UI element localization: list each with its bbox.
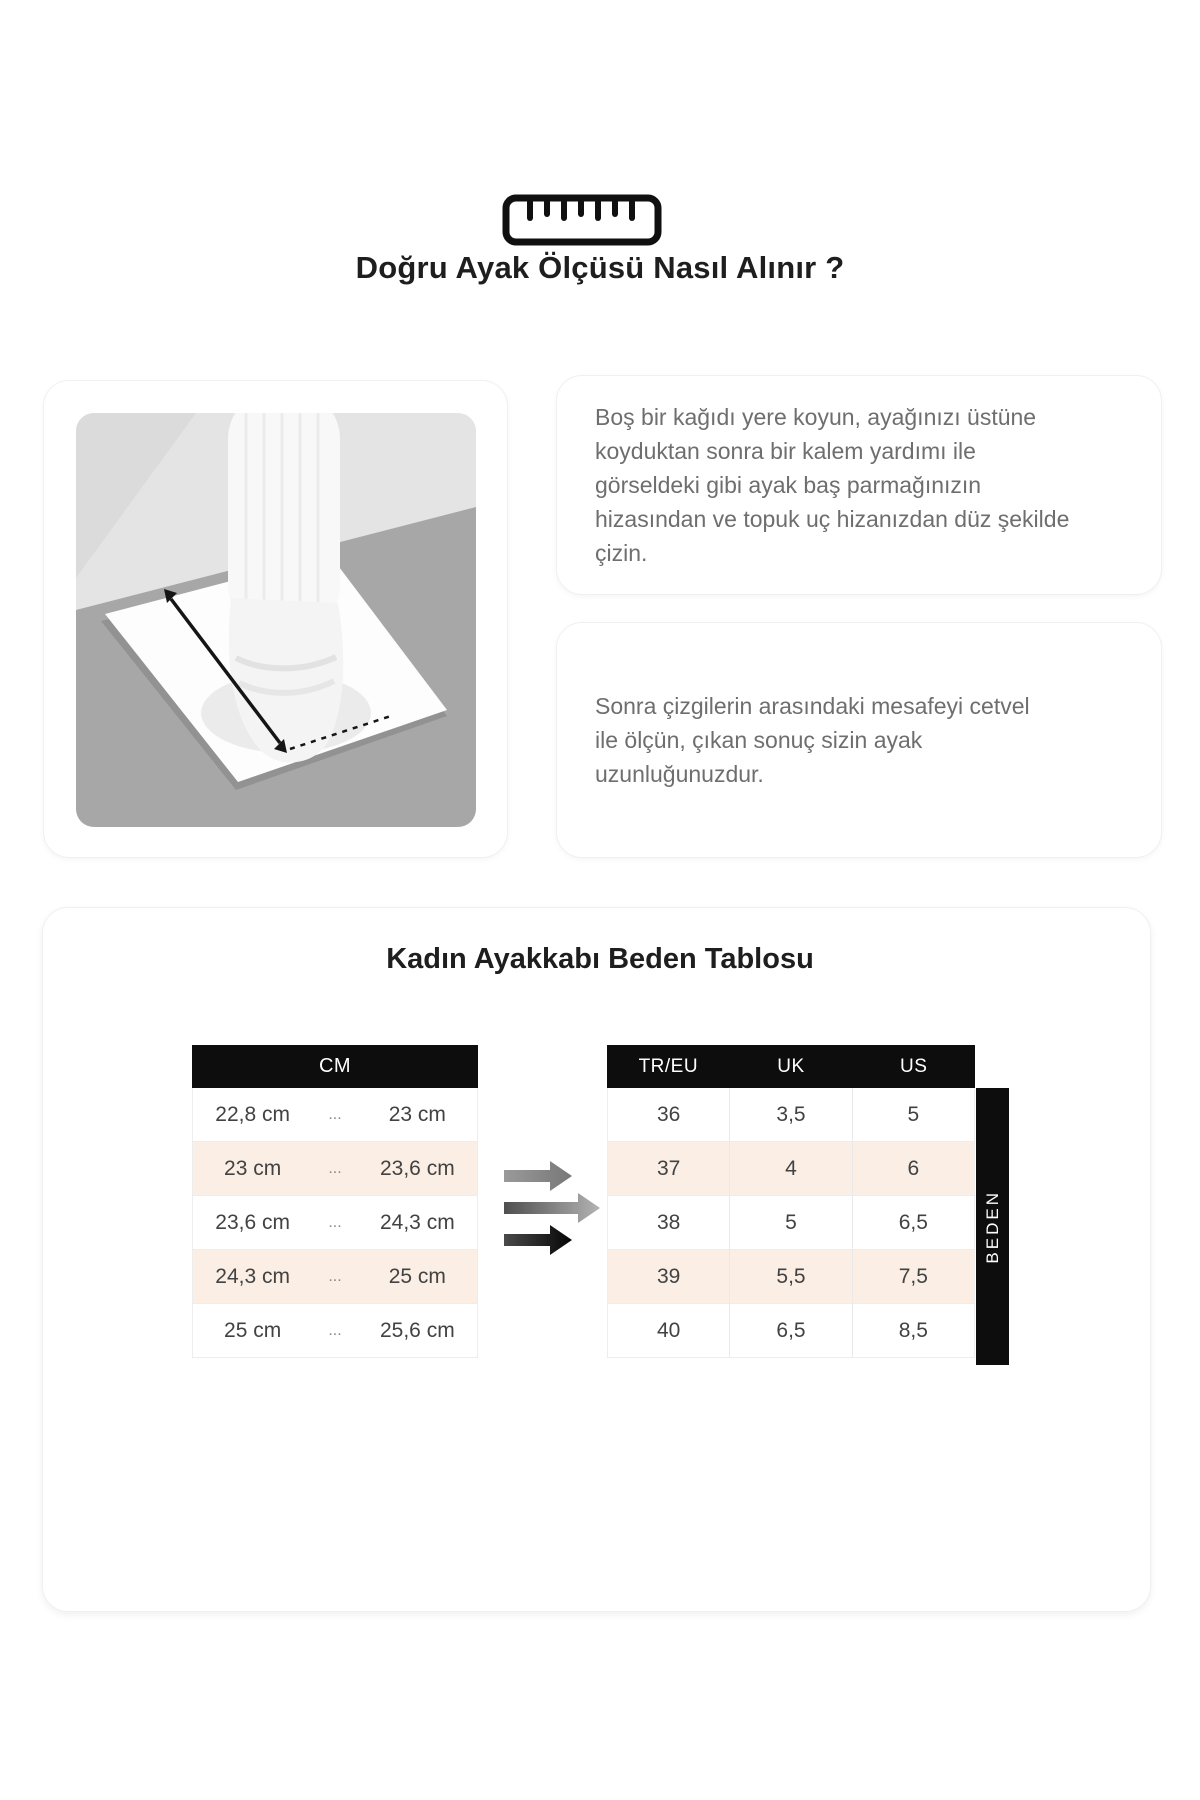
- size-uk: 4: [729, 1142, 851, 1195]
- cm-to: 24,3 cm: [379, 1210, 455, 1234]
- cm-to: 23 cm: [388, 1102, 446, 1126]
- cm-from: 23,6 cm: [215, 1210, 290, 1234]
- cm-separator: ...: [328, 1105, 342, 1123]
- foot-measurement-photo: [76, 413, 476, 827]
- size-tr-eu: 40: [656, 1318, 681, 1342]
- table-row: [193, 1250, 477, 1304]
- cm-table: [192, 1045, 478, 1358]
- beden-label: BEDEN: [982, 1189, 1002, 1264]
- ruler-icon-svg: [502, 194, 662, 246]
- size-uk: 5: [729, 1196, 851, 1249]
- size-us: 6,5: [852, 1196, 974, 1249]
- transfer-arrows-icon: [502, 1158, 604, 1258]
- cm-separator: ...: [328, 1321, 342, 1339]
- size-us: 5: [852, 1088, 974, 1141]
- cm-separator: ...: [328, 1213, 342, 1231]
- instruction-text-1: Boş bir kağıdı yere koyun, ayağınızı üstüne koyduktan sonra bir kalem yardımı ile görseldeki gibi ayak baş parmağınızın hizasından ve topuk uç hizanızdan düz şekilde çizin.: [595, 404, 1070, 566]
- size-us: 8,5: [852, 1304, 974, 1357]
- cm-from: 24,3 cm: [215, 1264, 290, 1288]
- table-row: [608, 1088, 974, 1142]
- table-row: [193, 1196, 477, 1250]
- header-tr-eu: TR/EU: [638, 1055, 699, 1077]
- page-title: Doğru Ayak Ölçüsü Nasıl Alınır ?: [355, 250, 845, 285]
- cm-from: 23 cm: [224, 1156, 282, 1180]
- beden-side-bar: [976, 1088, 1009, 1365]
- size-us: 7,5: [852, 1250, 974, 1303]
- cm-to: 25 cm: [388, 1264, 446, 1288]
- header-us: US: [899, 1055, 928, 1077]
- header-uk: UK: [777, 1055, 805, 1077]
- cm-separator: ...: [328, 1267, 342, 1285]
- transfer-arrows-svg: [502, 1158, 604, 1258]
- table-row: [608, 1196, 974, 1250]
- cm-table-header: CM: [192, 1045, 478, 1088]
- measurement-photo-card: [43, 380, 508, 858]
- size-tr-eu: 38: [656, 1210, 681, 1234]
- size-tr-eu: 36: [656, 1102, 681, 1126]
- cm-from: 22,8 cm: [215, 1102, 290, 1126]
- instruction-card-2: [556, 622, 1162, 858]
- cm-from: 25 cm: [224, 1318, 282, 1342]
- instruction-card-1: [556, 375, 1162, 595]
- size-table-body: [607, 1088, 975, 1358]
- foot-photo-illustration: [76, 413, 476, 827]
- table-row: [193, 1304, 477, 1357]
- table-row: [608, 1142, 974, 1196]
- ruler-icon: [502, 194, 662, 246]
- size-table: [607, 1045, 975, 1358]
- size-us: 6: [852, 1142, 974, 1195]
- size-tr-eu: 37: [656, 1156, 681, 1180]
- cm-to: 25,6 cm: [379, 1318, 455, 1342]
- table-row: [193, 1142, 477, 1196]
- cm-table-body: [192, 1088, 478, 1358]
- size-tr-eu: 39: [656, 1264, 681, 1288]
- size-uk: 6,5: [729, 1304, 851, 1357]
- table-row: [608, 1250, 974, 1304]
- cm-to: 23,6 cm: [379, 1156, 455, 1180]
- instruction-text-2: Sonra çizgilerin arasındaki mesafeyi cetvel ile ölçün, çıkan sonuç sizin ayak uzunluğunuzdur.: [595, 693, 1030, 787]
- size-chart-title: Kadın Ayakkabı Beden Tablosu: [386, 943, 814, 975]
- size-uk: 5,5: [729, 1250, 851, 1303]
- size-uk: 3,5: [729, 1088, 851, 1141]
- table-row: [193, 1088, 477, 1142]
- table-row: [608, 1304, 974, 1357]
- size-table-header: [607, 1045, 975, 1088]
- cm-separator: ...: [328, 1159, 342, 1177]
